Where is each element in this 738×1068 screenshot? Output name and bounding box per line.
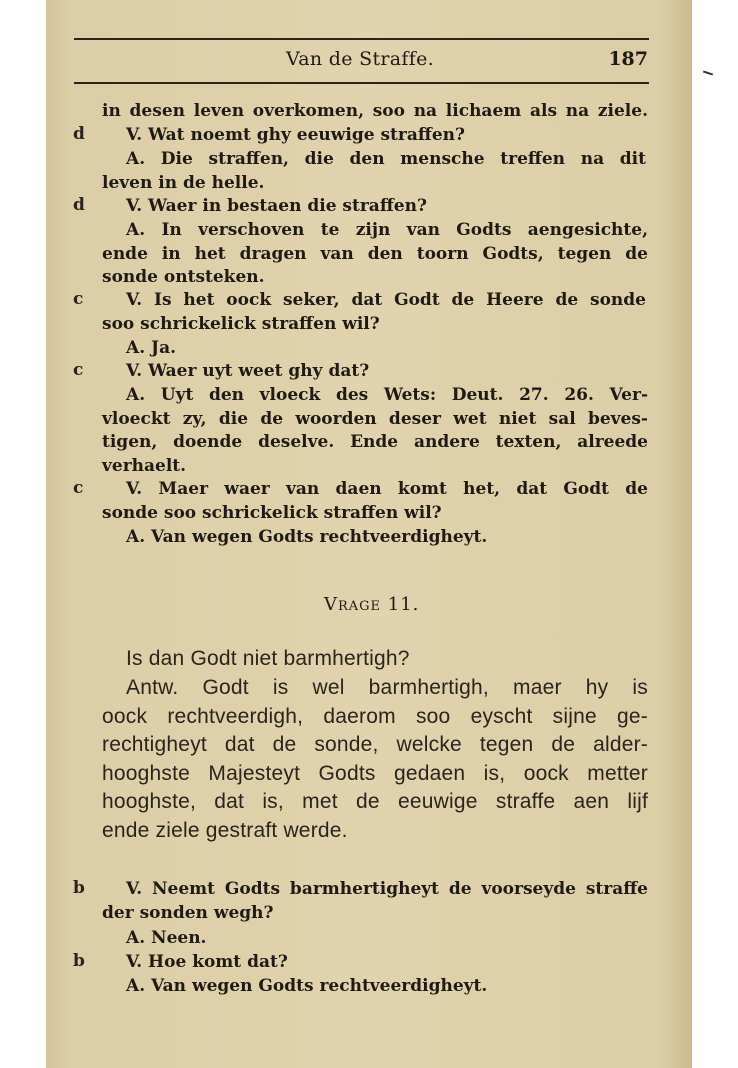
question-line: V. Hoe komt dat? bbox=[126, 952, 288, 972]
section-answer-line: hooghste, dat is, met de eeuwige straffe aen lijf bbox=[102, 790, 648, 813]
text-line: in desen leven overkomen, soo na lichaem als na ziele. bbox=[102, 101, 648, 121]
margin-mark: d bbox=[73, 195, 85, 215]
answer-line: tigen, doende deselve. Ende andere texten, alreede bbox=[102, 432, 648, 452]
answer-line: A. Van wegen Godts rechtveerdigheyt. bbox=[126, 527, 488, 547]
question-line: sonde soo schrickelick straffen wil? bbox=[102, 503, 442, 523]
question-line: der sonden wegh? bbox=[102, 903, 274, 923]
answer-line: vloeckt zy, die de woorden deser wet niet sal beves- bbox=[102, 409, 648, 429]
answer-line: A. In verschoven te zijn van Godts aengesichte, bbox=[126, 220, 648, 240]
running-header-title: Van de Straffe. bbox=[286, 48, 434, 70]
section-answer-line: ende ziele gestraft werde. bbox=[102, 819, 348, 842]
section-answer-line: Antw. Godt is wel barmhertigh, maer hy is bbox=[126, 676, 648, 699]
margin-mark: c bbox=[73, 289, 84, 309]
answer-line: sonde ontsteken. bbox=[102, 267, 265, 287]
page-number: 187 bbox=[608, 48, 648, 70]
question-line: V. Neemt Godts barmhertigheyt de voorseyde straffe bbox=[126, 879, 648, 899]
question-line: V. Waer in bestaen die straffen? bbox=[126, 196, 427, 216]
header-rule-bottom bbox=[74, 82, 649, 84]
question-line: V. Maer waer van daen komt het, dat Godt de bbox=[126, 479, 648, 499]
answer-line: A. Uyt den vloeck des Wets: Deut. 27. 26. Ver- bbox=[126, 385, 648, 405]
margin-mark: b bbox=[73, 878, 85, 898]
answer-line: A. Van wegen Godts rechtveerdigheyt. bbox=[126, 976, 488, 996]
question-line: V. Waer uyt weet ghy dat? bbox=[126, 361, 370, 381]
answer-line: A. Die straffen, die den mensche treffen na dit bbox=[126, 149, 646, 169]
margin-mark: c bbox=[73, 360, 84, 380]
section-heading: Vrage 11. bbox=[324, 594, 420, 615]
answer-line: A. Neen. bbox=[126, 928, 207, 948]
answer-line: ende in het dragen van den toorn Godts, tegen de bbox=[102, 244, 648, 264]
margin-mark: c bbox=[73, 478, 84, 498]
answer-line: A. Ja. bbox=[126, 338, 177, 358]
question-line: V. Wat noemt ghy eeuwige straffen? bbox=[126, 125, 465, 145]
page-edge-mark bbox=[703, 71, 713, 76]
answer-line: leven in de helle. bbox=[102, 173, 265, 193]
answer-line: verhaelt. bbox=[102, 456, 187, 476]
margin-mark: d bbox=[73, 124, 85, 144]
header-rule-top bbox=[74, 38, 649, 40]
question-line: V. Is het oock seker, dat Godt de Heere de sonde bbox=[126, 290, 646, 310]
question-line: soo schrickelick straffen wil? bbox=[102, 314, 380, 334]
section-answer-line: oock rechtveerdigh, daerom soo eyscht sijne ge- bbox=[102, 705, 648, 728]
section-answer-line: hooghste Majesteyt Godts gedaen is, oock metter bbox=[102, 762, 648, 785]
section-answer-line: rechtigheyt dat de sonde, welcke tegen de alder- bbox=[102, 733, 648, 756]
margin-mark: b bbox=[73, 951, 85, 971]
section-question: Is dan Godt niet barmhertigh? bbox=[126, 647, 410, 670]
